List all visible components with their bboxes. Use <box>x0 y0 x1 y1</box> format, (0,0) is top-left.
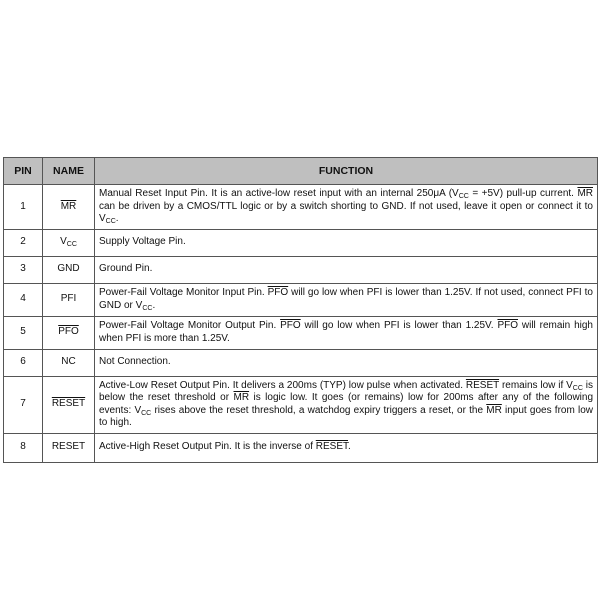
table-row <box>4 229 598 256</box>
table-row <box>4 256 598 283</box>
function-text: Power-Fail Voltage Monitor Output Pin. <box>99 320 281 331</box>
function-text: Power-Fail Voltage Monitor Input Pin. <box>99 287 268 298</box>
function-text: rises above the reset threshold, a watchdog expiry triggers a reset, or the <box>151 404 487 416</box>
function-text: will go low when PFI is lower than 1.25V. If not used, connect PFI to GND or V <box>99 287 593 311</box>
function-subscript: CC <box>142 304 153 312</box>
function-overline-text: $\overline{MR}$ <box>233 392 250 403</box>
table-row <box>4 349 598 376</box>
function-text: . <box>348 441 351 453</box>
function-subscript: CC <box>572 384 583 392</box>
pin-number: 8 <box>4 433 43 462</box>
function-text: is logic low. It goes (or remains) low for 200ms after any of the following events: V <box>99 392 594 416</box>
pin-name <box>43 316 95 349</box>
function-text: . <box>152 299 156 311</box>
function-text: . <box>115 213 119 224</box>
pin-number: 2 <box>4 229 43 256</box>
header-name: NAME <box>43 158 95 185</box>
pin-number: 7 <box>4 376 43 433</box>
pin-name: RESET <box>43 433 95 462</box>
pin-name: PFI <box>43 283 95 316</box>
function-subscript: CC <box>141 409 152 417</box>
function-text: = +5V) pull-up current. <box>468 188 578 199</box>
function-text: is below the reset threshold or <box>99 379 594 403</box>
function-subscript: CC <box>458 193 469 200</box>
pin-function <box>95 316 598 349</box>
header-pin: PIN <box>4 158 43 185</box>
pin-name <box>43 376 95 433</box>
pin-name <box>43 185 95 230</box>
function-text: Manual Reset Input Pin. It is an active-low reset input with an internal 250μA (V <box>99 188 459 199</box>
header-row <box>4 158 598 185</box>
function-overline-text: $\overline{MR}$ <box>486 404 502 416</box>
pin-name: NC <box>43 349 95 376</box>
pin-number: 5 <box>4 316 43 349</box>
pin-function <box>95 376 598 433</box>
function-overline-text: $\overline{MR}$ <box>577 188 593 199</box>
function-overline-text: RESET <box>315 441 348 453</box>
pin-function: Ground Pin. <box>95 256 598 283</box>
function-text: will go low when PFI is lower than 1.25V. <box>300 320 498 331</box>
table-row <box>4 433 598 462</box>
pin-name-text: V <box>60 236 67 248</box>
function-overline-text: $\overline{PFO}$ <box>267 287 289 298</box>
function-text: will remain high when PFI is more than 1.25V. <box>99 320 593 344</box>
pin-number: 1 <box>4 185 43 230</box>
pin-function <box>95 433 598 462</box>
pin-name-text: RESET <box>51 398 86 410</box>
function-text: Active-High Reset Output Pin. It is the inverse of <box>99 441 316 453</box>
function-text: can be driven by a CMOS/TTL logic or by a switch shorting to GND. If not used, leave it open or connect it to V <box>99 200 593 224</box>
pin-name-text: $\overline{MR}$ <box>60 200 77 212</box>
function-text: remains low if V <box>499 379 573 391</box>
function-subscript: CC <box>105 218 116 225</box>
function-overline-text: $\overline{PFO}$ <box>497 320 519 331</box>
pin-name-text: $\overline{PFO}$ <box>58 326 79 338</box>
pin-number: 4 <box>4 283 43 316</box>
pin-function <box>95 283 598 316</box>
pin-name: GND <box>43 256 95 283</box>
pin-name <box>43 229 95 256</box>
table-row <box>4 376 598 433</box>
function-text: Active-Low Reset Output Pin. It delivers a 200ms (TYP) low pulse when activated. <box>99 379 466 391</box>
function-text: input goes from low to high. <box>99 404 593 428</box>
header-function: FUNCTION <box>95 158 598 185</box>
pin-description-table <box>3 157 598 463</box>
table-row <box>4 316 598 349</box>
pin-function <box>95 185 598 230</box>
pin-number: 3 <box>4 256 43 283</box>
table-row <box>4 185 598 230</box>
pin-number: 6 <box>4 349 43 376</box>
pin-name-subscript: CC <box>66 241 77 249</box>
table-row <box>4 283 598 316</box>
pin-description-table-frame <box>0 157 600 463</box>
function-overline-text: RESET <box>465 379 500 391</box>
pin-function: Not Connection. <box>95 349 598 376</box>
pin-function: Supply Voltage Pin. <box>95 229 598 256</box>
function-overline-text: $\overline{PFO}$ <box>280 320 301 331</box>
